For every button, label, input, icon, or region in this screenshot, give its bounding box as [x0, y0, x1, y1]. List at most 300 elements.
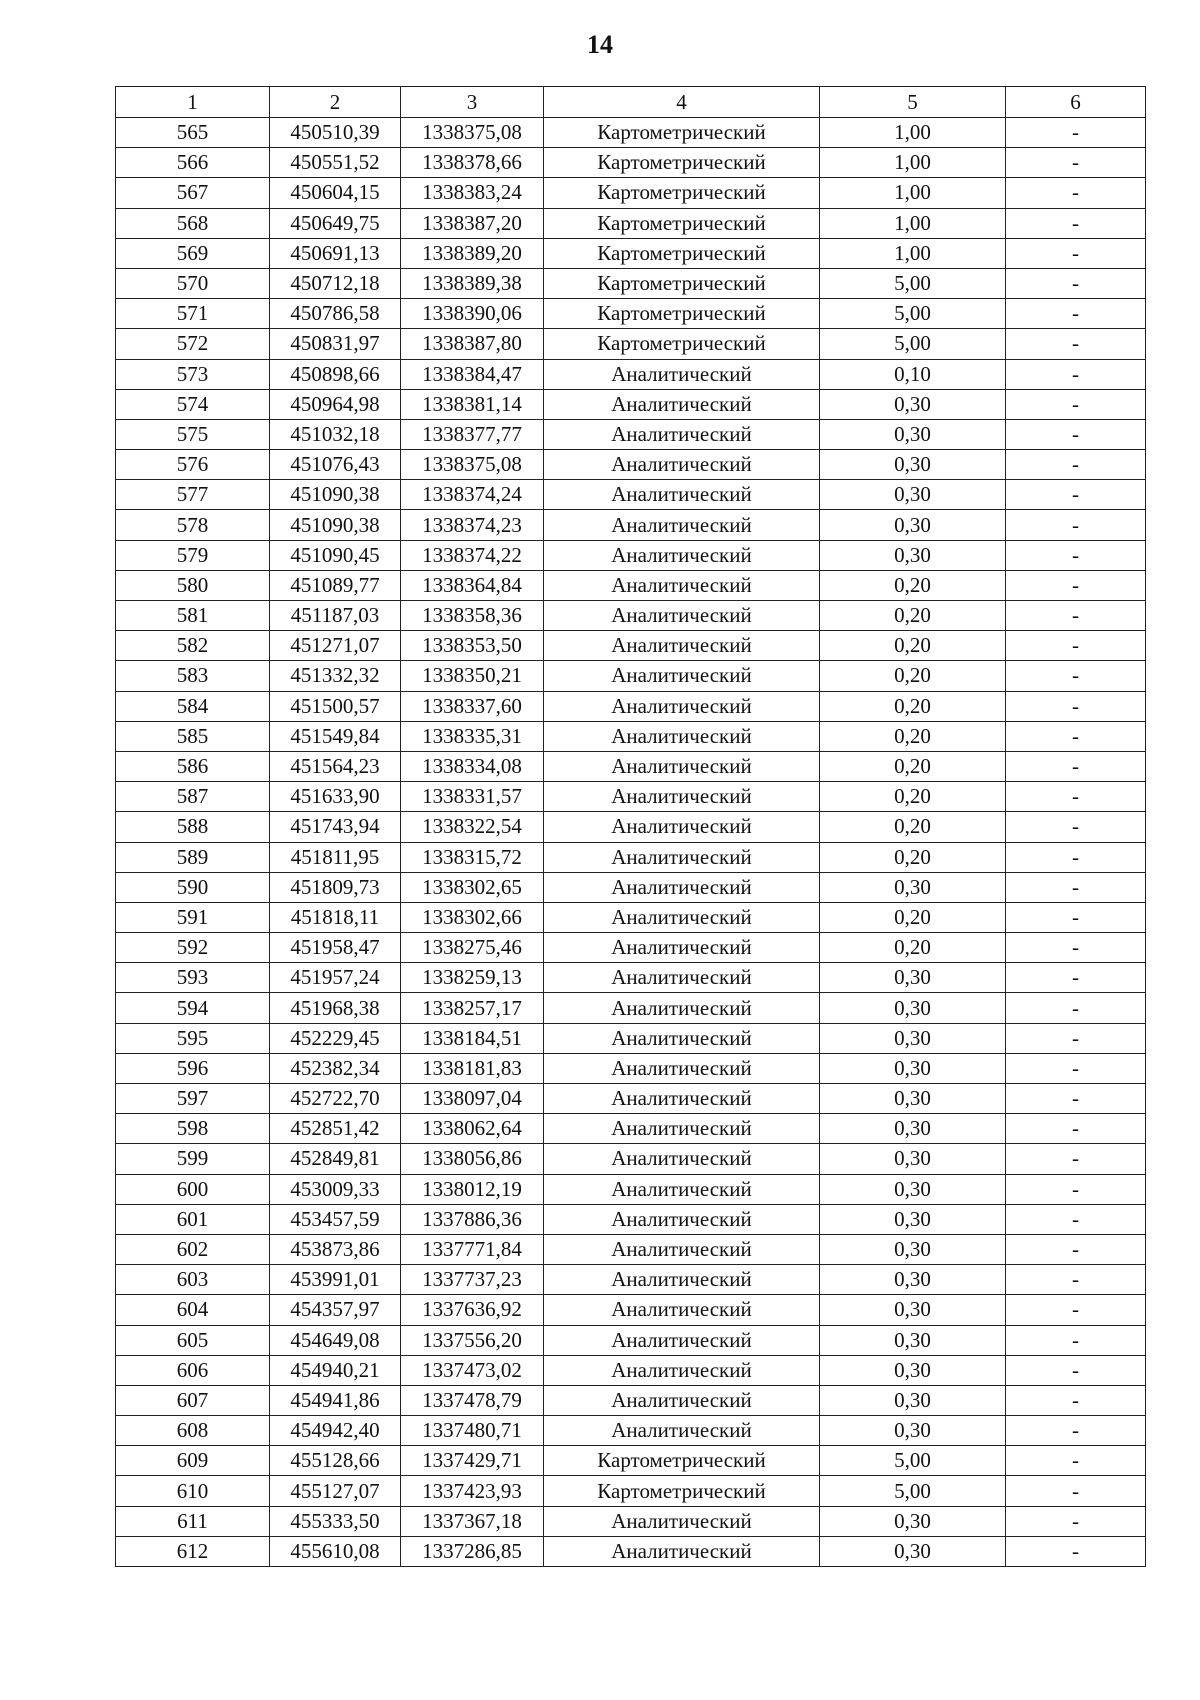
x-coordinate-cell: 451090,38 [270, 480, 401, 510]
x-coordinate-cell: 452382,34 [270, 1053, 401, 1083]
accuracy-cell: 0,30 [820, 1355, 1006, 1385]
y-coordinate-cell: 1338257,17 [401, 993, 544, 1023]
y-coordinate-cell: 1338374,24 [401, 480, 544, 510]
x-coordinate-cell: 451090,38 [270, 510, 401, 540]
method-cell: Аналитический [544, 1234, 820, 1264]
method-cell: Аналитический [544, 1265, 820, 1295]
note-cell: - [1006, 1023, 1146, 1053]
x-coordinate-cell: 453457,59 [270, 1204, 401, 1234]
x-coordinate-cell: 451968,38 [270, 993, 401, 1023]
y-coordinate-cell: 1337286,85 [401, 1536, 544, 1566]
header-col-1: 1 [116, 87, 270, 118]
x-coordinate-cell: 453009,33 [270, 1174, 401, 1204]
point-number-cell: 590 [116, 872, 270, 902]
table-row [116, 601, 1146, 631]
point-number-cell: 593 [116, 963, 270, 993]
point-number-cell: 610 [116, 1476, 270, 1506]
x-coordinate-cell: 454649,08 [270, 1325, 401, 1355]
accuracy-cell: 0,30 [820, 1385, 1006, 1415]
table-row [116, 1476, 1146, 1506]
table-row [116, 902, 1146, 932]
y-coordinate-cell: 1338275,46 [401, 933, 544, 963]
table-row [116, 329, 1146, 359]
y-coordinate-cell: 1338378,66 [401, 148, 544, 178]
accuracy-cell: 0,30 [820, 389, 1006, 419]
accuracy-cell: 0,30 [820, 1023, 1006, 1053]
y-coordinate-cell: 1338056,86 [401, 1144, 544, 1174]
accuracy-cell: 0,30 [820, 993, 1006, 1023]
table-row [116, 268, 1146, 298]
accuracy-cell: 5,00 [820, 299, 1006, 329]
accuracy-cell: 0,30 [820, 963, 1006, 993]
x-coordinate-cell: 451818,11 [270, 902, 401, 932]
point-number-cell: 600 [116, 1174, 270, 1204]
table-row [116, 1536, 1146, 1566]
table-row [116, 842, 1146, 872]
y-coordinate-cell: 1338364,84 [401, 570, 544, 600]
y-coordinate-cell: 1337473,02 [401, 1355, 544, 1385]
table-row [116, 1023, 1146, 1053]
y-coordinate-cell: 1338390,06 [401, 299, 544, 329]
x-coordinate-cell: 452851,42 [270, 1114, 401, 1144]
note-cell: - [1006, 1053, 1146, 1083]
note-cell: - [1006, 1174, 1146, 1204]
table-row [116, 872, 1146, 902]
method-cell: Аналитический [544, 389, 820, 419]
point-number-cell: 601 [116, 1204, 270, 1234]
y-coordinate-cell: 1338381,14 [401, 389, 544, 419]
note-cell: - [1006, 842, 1146, 872]
note-cell: - [1006, 148, 1146, 178]
table-row [116, 540, 1146, 570]
y-coordinate-cell: 1337886,36 [401, 1204, 544, 1234]
method-cell: Аналитический [544, 359, 820, 389]
point-number-cell: 583 [116, 661, 270, 691]
table-row [116, 510, 1146, 540]
accuracy-cell: 0,30 [820, 1174, 1006, 1204]
point-number-cell: 580 [116, 570, 270, 600]
y-coordinate-cell: 1338374,23 [401, 510, 544, 540]
accuracy-cell: 1,00 [820, 148, 1006, 178]
note-cell: - [1006, 480, 1146, 510]
x-coordinate-cell: 451076,43 [270, 450, 401, 480]
x-coordinate-cell: 453991,01 [270, 1265, 401, 1295]
x-coordinate-cell: 455128,66 [270, 1446, 401, 1476]
y-coordinate-cell: 1337367,18 [401, 1506, 544, 1536]
y-coordinate-cell: 1337480,71 [401, 1416, 544, 1446]
point-number-cell: 572 [116, 329, 270, 359]
table-row [116, 782, 1146, 812]
point-number-cell: 588 [116, 812, 270, 842]
table-row [116, 1084, 1146, 1114]
page-number: 14 [587, 30, 613, 59]
y-coordinate-cell: 1337429,71 [401, 1446, 544, 1476]
note-cell: - [1006, 359, 1146, 389]
note-cell: - [1006, 751, 1146, 781]
method-cell: Картометрический [544, 268, 820, 298]
note-cell: - [1006, 178, 1146, 208]
y-coordinate-cell: 1338331,57 [401, 782, 544, 812]
table-row [116, 359, 1146, 389]
point-number-cell: 611 [116, 1506, 270, 1536]
point-number-cell: 605 [116, 1325, 270, 1355]
header-row [116, 87, 1146, 118]
point-number-cell: 596 [116, 1053, 270, 1083]
method-cell: Аналитический [544, 631, 820, 661]
x-coordinate-cell: 451564,23 [270, 751, 401, 781]
y-coordinate-cell: 1337636,92 [401, 1295, 544, 1325]
method-cell: Аналитический [544, 510, 820, 540]
coordinates-table [115, 86, 1146, 1567]
method-cell: Аналитический [544, 1174, 820, 1204]
y-coordinate-cell: 1338358,36 [401, 601, 544, 631]
y-coordinate-cell: 1338302,66 [401, 902, 544, 932]
method-cell: Аналитический [544, 721, 820, 751]
table-row [116, 1506, 1146, 1536]
point-number-cell: 570 [116, 268, 270, 298]
method-cell: Аналитический [544, 782, 820, 812]
accuracy-cell: 0,20 [820, 782, 1006, 812]
accuracy-cell: 0,20 [820, 751, 1006, 781]
note-cell: - [1006, 208, 1146, 238]
accuracy-cell: 0,30 [820, 872, 1006, 902]
accuracy-cell: 5,00 [820, 1476, 1006, 1506]
x-coordinate-cell: 451809,73 [270, 872, 401, 902]
point-number-cell: 589 [116, 842, 270, 872]
table-row [116, 1265, 1146, 1295]
method-cell: Аналитический [544, 1084, 820, 1114]
method-cell: Аналитический [544, 1325, 820, 1355]
accuracy-cell: 0,20 [820, 570, 1006, 600]
table-row [116, 480, 1146, 510]
accuracy-cell: 0,30 [820, 540, 1006, 570]
point-number-cell: 575 [116, 419, 270, 449]
method-cell: Картометрический [544, 1446, 820, 1476]
x-coordinate-cell: 450831,97 [270, 329, 401, 359]
point-number-cell: 608 [116, 1416, 270, 1446]
point-number-cell: 607 [116, 1385, 270, 1415]
method-cell: Аналитический [544, 902, 820, 932]
y-coordinate-cell: 1338302,65 [401, 872, 544, 902]
point-number-cell: 568 [116, 208, 270, 238]
accuracy-cell: 0,30 [820, 1536, 1006, 1566]
point-number-cell: 567 [116, 178, 270, 208]
point-number-cell: 595 [116, 1023, 270, 1053]
x-coordinate-cell: 451332,32 [270, 661, 401, 691]
x-coordinate-cell: 450551,52 [270, 148, 401, 178]
point-number-cell: 573 [116, 359, 270, 389]
y-coordinate-cell: 1338335,31 [401, 721, 544, 751]
note-cell: - [1006, 1325, 1146, 1355]
accuracy-cell: 0,30 [820, 1506, 1006, 1536]
method-cell: Аналитический [544, 419, 820, 449]
accuracy-cell: 0,30 [820, 419, 1006, 449]
note-cell: - [1006, 782, 1146, 812]
note-cell: - [1006, 570, 1146, 600]
y-coordinate-cell: 1338337,60 [401, 691, 544, 721]
method-cell: Картометрический [544, 329, 820, 359]
table-row [116, 691, 1146, 721]
point-number-cell: 604 [116, 1295, 270, 1325]
table-row [116, 178, 1146, 208]
point-number-cell: 592 [116, 933, 270, 963]
note-cell: - [1006, 721, 1146, 751]
point-number-cell: 578 [116, 510, 270, 540]
note-cell: - [1006, 1476, 1146, 1506]
note-cell: - [1006, 661, 1146, 691]
method-cell: Аналитический [544, 1416, 820, 1446]
x-coordinate-cell: 451743,94 [270, 812, 401, 842]
point-number-cell: 606 [116, 1355, 270, 1385]
method-cell: Аналитический [544, 933, 820, 963]
point-number-cell: 609 [116, 1446, 270, 1476]
header-col-2: 2 [270, 87, 401, 118]
method-cell: Аналитический [544, 1385, 820, 1415]
method-cell: Картометрический [544, 118, 820, 148]
point-number-cell: 571 [116, 299, 270, 329]
x-coordinate-cell: 451500,57 [270, 691, 401, 721]
accuracy-cell: 0,30 [820, 510, 1006, 540]
accuracy-cell: 0,30 [820, 1114, 1006, 1144]
accuracy-cell: 0,20 [820, 812, 1006, 842]
x-coordinate-cell: 452229,45 [270, 1023, 401, 1053]
x-coordinate-cell: 454357,97 [270, 1295, 401, 1325]
x-coordinate-cell: 451811,95 [270, 842, 401, 872]
note-cell: - [1006, 299, 1146, 329]
y-coordinate-cell: 1338374,22 [401, 540, 544, 570]
y-coordinate-cell: 1338184,51 [401, 1023, 544, 1053]
method-cell: Аналитический [544, 1204, 820, 1234]
table-row [116, 389, 1146, 419]
accuracy-cell: 0,30 [820, 1144, 1006, 1174]
note-cell: - [1006, 601, 1146, 631]
table-row [116, 1325, 1146, 1355]
x-coordinate-cell: 451957,24 [270, 963, 401, 993]
method-cell: Аналитический [544, 842, 820, 872]
note-cell: - [1006, 118, 1146, 148]
method-cell: Аналитический [544, 480, 820, 510]
table-row [116, 1295, 1146, 1325]
method-cell: Картометрический [544, 238, 820, 268]
x-coordinate-cell: 450691,13 [270, 238, 401, 268]
accuracy-cell: 5,00 [820, 1446, 1006, 1476]
accuracy-cell: 1,00 [820, 178, 1006, 208]
point-number-cell: 565 [116, 118, 270, 148]
method-cell: Аналитический [544, 751, 820, 781]
x-coordinate-cell: 455610,08 [270, 1536, 401, 1566]
x-coordinate-cell: 450712,18 [270, 268, 401, 298]
accuracy-cell: 0,20 [820, 721, 1006, 751]
point-number-cell: 566 [116, 148, 270, 178]
point-number-cell: 577 [116, 480, 270, 510]
y-coordinate-cell: 1338097,04 [401, 1084, 544, 1114]
y-coordinate-cell: 1338389,20 [401, 238, 544, 268]
point-number-cell: 579 [116, 540, 270, 570]
header-col-5: 5 [820, 87, 1006, 118]
y-coordinate-cell: 1338315,72 [401, 842, 544, 872]
accuracy-cell: 0,10 [820, 359, 1006, 389]
method-cell: Аналитический [544, 570, 820, 600]
accuracy-cell: 0,30 [820, 1325, 1006, 1355]
note-cell: - [1006, 1114, 1146, 1144]
note-cell: - [1006, 1204, 1146, 1234]
accuracy-cell: 1,00 [820, 208, 1006, 238]
x-coordinate-cell: 450649,75 [270, 208, 401, 238]
table-row [116, 299, 1146, 329]
point-number-cell: 581 [116, 601, 270, 631]
y-coordinate-cell: 1338387,80 [401, 329, 544, 359]
note-cell: - [1006, 993, 1146, 1023]
y-coordinate-cell: 1338384,47 [401, 359, 544, 389]
method-cell: Аналитический [544, 540, 820, 570]
accuracy-cell: 0,30 [820, 1416, 1006, 1446]
note-cell: - [1006, 963, 1146, 993]
x-coordinate-cell: 451089,77 [270, 570, 401, 600]
accuracy-cell: 0,30 [820, 1234, 1006, 1264]
note-cell: - [1006, 933, 1146, 963]
note-cell: - [1006, 1234, 1146, 1264]
method-cell: Аналитический [544, 1355, 820, 1385]
note-cell: - [1006, 1446, 1146, 1476]
table-row [116, 1446, 1146, 1476]
y-coordinate-cell: 1338387,20 [401, 208, 544, 238]
note-cell: - [1006, 1144, 1146, 1174]
note-cell: - [1006, 1295, 1146, 1325]
y-coordinate-cell: 1337771,84 [401, 1234, 544, 1264]
accuracy-cell: 0,20 [820, 631, 1006, 661]
method-cell: Аналитический [544, 1144, 820, 1174]
table-row [116, 1355, 1146, 1385]
y-coordinate-cell: 1338375,08 [401, 118, 544, 148]
table-header [116, 87, 1146, 118]
y-coordinate-cell: 1337556,20 [401, 1325, 544, 1355]
note-cell: - [1006, 1506, 1146, 1536]
point-number-cell: 598 [116, 1114, 270, 1144]
accuracy-cell: 0,30 [820, 1295, 1006, 1325]
y-coordinate-cell: 1338062,64 [401, 1114, 544, 1144]
table-row [116, 238, 1146, 268]
y-coordinate-cell: 1338353,50 [401, 631, 544, 661]
accuracy-cell: 0,20 [820, 842, 1006, 872]
accuracy-cell: 1,00 [820, 238, 1006, 268]
method-cell: Аналитический [544, 1295, 820, 1325]
y-coordinate-cell: 1338334,08 [401, 751, 544, 781]
x-coordinate-cell: 451090,45 [270, 540, 401, 570]
table-row [116, 570, 1146, 600]
method-cell: Аналитический [544, 1536, 820, 1566]
y-coordinate-cell: 1338259,13 [401, 963, 544, 993]
x-coordinate-cell: 451032,18 [270, 419, 401, 449]
method-cell: Картометрический [544, 148, 820, 178]
method-cell: Картометрический [544, 178, 820, 208]
header-col-3: 3 [401, 87, 544, 118]
y-coordinate-cell: 1338012,19 [401, 1174, 544, 1204]
x-coordinate-cell: 455127,07 [270, 1476, 401, 1506]
x-coordinate-cell: 450786,58 [270, 299, 401, 329]
method-cell: Аналитический [544, 872, 820, 902]
table-row [116, 661, 1146, 691]
x-coordinate-cell: 454940,21 [270, 1355, 401, 1385]
note-cell: - [1006, 902, 1146, 932]
table-row [116, 963, 1146, 993]
point-number-cell: 612 [116, 1536, 270, 1566]
x-coordinate-cell: 450510,39 [270, 118, 401, 148]
x-coordinate-cell: 451549,84 [270, 721, 401, 751]
accuracy-cell: 0,30 [820, 1084, 1006, 1114]
x-coordinate-cell: 451958,47 [270, 933, 401, 963]
point-number-cell: 599 [116, 1144, 270, 1174]
accuracy-cell: 0,20 [820, 661, 1006, 691]
x-coordinate-cell: 452849,81 [270, 1144, 401, 1174]
x-coordinate-cell: 454942,40 [270, 1416, 401, 1446]
table-row [116, 812, 1146, 842]
y-coordinate-cell: 1338350,21 [401, 661, 544, 691]
note-cell: - [1006, 329, 1146, 359]
note-cell: - [1006, 872, 1146, 902]
note-cell: - [1006, 631, 1146, 661]
point-number-cell: 602 [116, 1234, 270, 1264]
table-row [116, 631, 1146, 661]
table-row [116, 1144, 1146, 1174]
accuracy-cell: 0,20 [820, 902, 1006, 932]
y-coordinate-cell: 1338389,38 [401, 268, 544, 298]
note-cell: - [1006, 1265, 1146, 1295]
header-col-4: 4 [544, 87, 820, 118]
method-cell: Аналитический [544, 963, 820, 993]
accuracy-cell: 0,30 [820, 1204, 1006, 1234]
method-cell: Аналитический [544, 1506, 820, 1536]
method-cell: Аналитический [544, 1053, 820, 1083]
x-coordinate-cell: 452722,70 [270, 1084, 401, 1114]
method-cell: Аналитический [544, 1114, 820, 1144]
table-row [116, 1174, 1146, 1204]
x-coordinate-cell: 454941,86 [270, 1385, 401, 1415]
table-row [116, 450, 1146, 480]
point-number-cell: 574 [116, 389, 270, 419]
y-coordinate-cell: 1337478,79 [401, 1385, 544, 1415]
accuracy-cell: 1,00 [820, 118, 1006, 148]
note-cell: - [1006, 1084, 1146, 1114]
method-cell: Аналитический [544, 691, 820, 721]
table-row [116, 1416, 1146, 1446]
table-row [116, 1114, 1146, 1144]
note-cell: - [1006, 1416, 1146, 1446]
table-row [116, 208, 1146, 238]
accuracy-cell: 5,00 [820, 268, 1006, 298]
point-number-cell: 591 [116, 902, 270, 932]
accuracy-cell: 0,30 [820, 450, 1006, 480]
note-cell: - [1006, 1385, 1146, 1415]
note-cell: - [1006, 510, 1146, 540]
point-number-cell: 584 [116, 691, 270, 721]
x-coordinate-cell: 451271,07 [270, 631, 401, 661]
point-number-cell: 603 [116, 1265, 270, 1295]
table-row [116, 148, 1146, 178]
point-number-cell: 569 [116, 238, 270, 268]
table-row [116, 1204, 1146, 1234]
x-coordinate-cell: 451633,90 [270, 782, 401, 812]
table-row [116, 1385, 1146, 1415]
y-coordinate-cell: 1337737,23 [401, 1265, 544, 1295]
point-number-cell: 594 [116, 993, 270, 1023]
accuracy-cell: 5,00 [820, 329, 1006, 359]
note-cell: - [1006, 1536, 1146, 1566]
accuracy-cell: 0,30 [820, 1053, 1006, 1083]
table-row [116, 993, 1146, 1023]
method-cell: Картометрический [544, 208, 820, 238]
method-cell: Аналитический [544, 601, 820, 631]
x-coordinate-cell: 451187,03 [270, 601, 401, 631]
